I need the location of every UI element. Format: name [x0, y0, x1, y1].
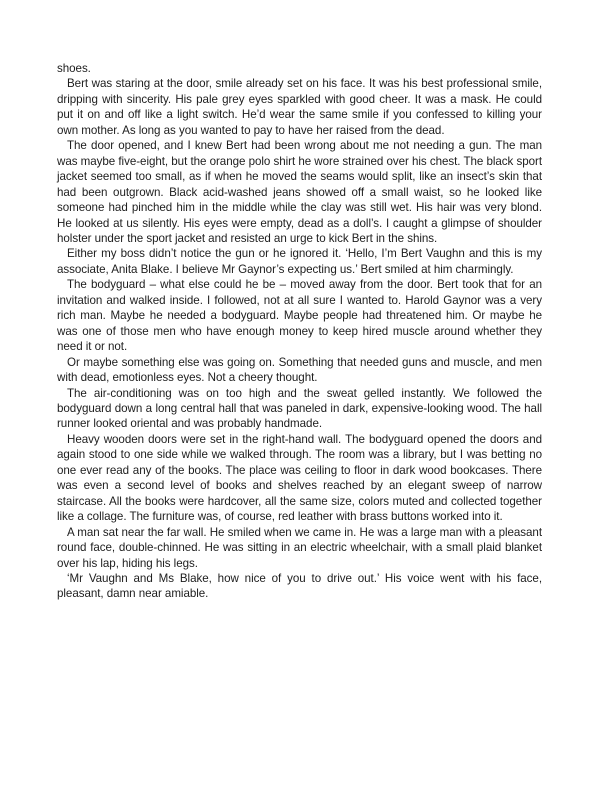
paragraph-hallway: The air-conditioning was on too high and the sweat gelled instantly. We followed the bodyguard down a long central hall that was paneled in dark, expensive-looking wood. The hall runner looked oriental and was probably handmade. [57, 386, 542, 431]
paragraph-something-else: Or maybe something else was going on. Something that needed guns and muscle, and men with dead, emotionless eyes. Not a cheery thought. [57, 355, 542, 385]
paragraph-bert-smile: Bert was staring at the door, smile already set on his face. It was his best professional smile, dripping with sincerity. His pale grey eyes sparkled with good cheer. It was a mask. He could put it on and off like a light switch. He’d wear the same smile if you confessed to killing your own mother. As long as you wanted to pay to have her raised from the dead. [57, 77, 542, 137]
paragraph-greeting: ‘Mr Vaughn and Ms Blake, how nice of you to drive out.’ His voice went with his face, pleasant, damn near amiable. [57, 571, 542, 601]
paragraph-introduction: Either my boss didn’t notice the gun or he ignored it. ‘Hello, I’m Bert Vaughn and this is my associate, Anita Blake. I believe Mr Gaynor’s expecting us.’ Bert smiled at him charmingly. [57, 247, 542, 276]
paragraph-continuation: shoes. [57, 62, 91, 75]
page-body-text [57, 61, 542, 602]
paragraph-library: Heavy wooden doors were set in the right-hand wall. The bodyguard opened the doors and again stood to one side while we walked through. The room was a library, but I was betting no one ever read any of the books. The place was ceiling to floor in dark wood bookcases. There was even a second level of books and shelves reached by an elegant sweep of narrow staircase. All the books were hardcover, all the same size, colors muted and collected together like a collage. The furniture was, of course, red leather with brass buttons worked into it. [57, 432, 542, 524]
paragraph-man-in-wheelchair: A man sat near the far wall. He smiled when we came in. He was a large man with a pleasant round face, double-chinned. He was sitting in an electric wheelchair, with a small plaid blanket over his lap, hiding his legs. [57, 525, 542, 570]
paragraph-bodyguard-moves: The bodyguard – what else could he be – moved away from the door. Bert took that for an invitation and walked inside. I followed, not at all sure I wanted to. Harold Gaynor was a very rich man. Maybe he needed a bodyguard. Maybe people had threatened him. Or maybe he was one of those men who have enough money to keep hired muscle around whether they need it or not. [57, 278, 542, 354]
paragraph-bodyguard-description: The door opened, and I knew Bert had been wrong about me not needing a gun. The man was maybe five-eight, but the orange polo shirt he wore strained over his chest. The black sport jacket seemed too small, as if when he moved the seams would split, like an insect’s skin that had been outgrown. Black acid-washed jeans showed off a small waist, so he looked like someone had pinched him in the middle while the clay was still wet. His hair was very blond. He looked at us silently. His eyes were empty, dead as a doll’s. I caught a glimpse of shoulder holster under the sport jacket and resisted an urge to kick Bert in the shins. [57, 139, 542, 245]
